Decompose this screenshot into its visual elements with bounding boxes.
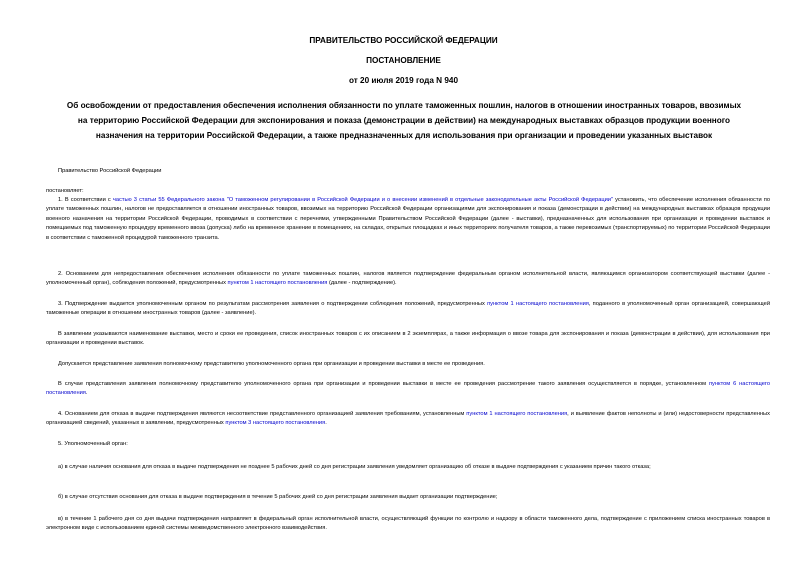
decides-line: постановляет: [46, 188, 84, 194]
clause-6-link[interactable]: пунктом 6 настоящего постановления [46, 381, 770, 397]
paragraph-3-start: 3. Подтверждение выдается уполномоченным органом по результатам рассмотрения заявления о подтверждении соблюдения положений, предусмотренных [58, 301, 488, 307]
document-title: Об освобождении от предоставления обеспечения исполнения обязанности по уплате таможенных пошлин, налогов в отношении иностранных товаров, ввозимых на территорию Российской Федерации для экспонирования и показа (демонстрации в действии) на международных выставках образцов продукции военного назначения на территории Российской Федерации, а также предназначенных для использования при организации и проведении указанных выставок [66, 101, 742, 140]
paragraph-3-application-contents: В заявлении указываются наименование выставки, место и сроки ее проведения, список иностранных товаров с их описанием в 2 экземплярах, а также информация о ввозе товара для экспонирования и показа (демонстрации в действии), для использования при организации и проведении выставок. [46, 331, 770, 347]
clause-1-link[interactable]: пунктом 1 настоящего постановления [227, 280, 328, 287]
paragraph-4-start: 4. Основанием для отказа в выдаче подтверждения являются несоответствие представленного организацией заявления требованиям, установленным [58, 411, 467, 417]
clause-1-link[interactable]: пунктом 1 настоящего постановления [487, 301, 589, 307]
government-heading: ПРАВИТЕЛЬСТВО РОССИЙСКОЙ ФЕДЕРАЦИИ [309, 36, 498, 45]
paragraph-1 [46, 196, 770, 243]
paragraph-1-start: 1. В соответствии с [58, 197, 113, 203]
clause-1-link[interactable]: пунктом 1 настоящего постановления [466, 411, 568, 417]
paragraph-1-end: установить, что обеспечение исполнения обязанности по уплате таможенных пошлин, налогов не предоставляется в отношении иностранных товаров, ввозимых на территорию Российской Федерации организациями для экспонирования и показа (демонстрации в действии) на международных выставках образцов продукции военного назначения на территории Российской Федерации, проводимых в соответствии с перечнями, утвержденными Правительством Российской Федерации (далее - выставки), предназначенных для использования при организации и проведении выставок и помещаемых под таможенную процедуру временного ввоза (допуска) либо на временное хранение в помещениях, на складах, открытых площадках и иных территориях получателя товаров, а также перевозимых (транспортируемых) по территории Российской Федерации в соответствии с таможенной процедурой таможенного транзита. [46, 197, 770, 241]
paragraph-4 [46, 410, 770, 429]
paragraph-3-end: , поданного в уполномоченный орган организацией, совершающей таможенные операции в отношении иностранных товаров (далее - заявление). [46, 301, 771, 317]
paragraph-5b: б) в случае отсутствия основания для отказа в выдаче подтверждения в течение 5 рабочих дней со дня регистрации заявления выдает организации подтверждение; [58, 494, 498, 500]
paragraph-3-submission-place: Допускается представление заявления полномочному представителю уполномоченного органа при организации и проведении выставки в месте ее проведения. [58, 361, 485, 367]
paragraph-5a: а) в случае наличия основания для отказа в выдаче подтверждения не позднее 5 рабочих дней со дня регистрации заявления уведомляет организацию об отказе в выдаче подтверждения с указанием причин такого отказа; [58, 464, 651, 470]
paragraph-3 [46, 300, 770, 319]
paragraph-2-end: (далее - подтверждение). [327, 280, 397, 287]
paragraph-3d-end: . [85, 390, 88, 397]
document-type-heading: ПОСТАНОВЛЕНИЕ [366, 56, 441, 65]
paragraph-5: 5. Уполномоченный орган: [58, 441, 128, 447]
paragraph-3-review-procedure [46, 380, 770, 399]
paragraph-4-middle: , и выявление фактов неполноты и (или) недостоверности представленных организацией сведений, указанных в заявлении, предусмотренных [46, 411, 770, 427]
paragraph-4-end: . [325, 420, 327, 427]
law-article-link[interactable]: частью 3 статьи 55 Федерального закона "О таможенном регулировании в Российской Федерации и о внесении изменений в отдельные законодательные акты Российской Федерации" [112, 197, 613, 203]
preamble: Правительство Российской Федерации [58, 168, 162, 174]
paragraph-2-start: 2. Основанием для непредоставления обеспечения исполнения обязанности по уплате таможенных пошлин, налогов является подтверждение федеральным органом исполнительной власти, являющимся организатором соответствующей выставки (далее - уполномоченный орган), соблюдения положений, предусмотренных [46, 271, 770, 287]
paragraph-3d-start: В случае представления заявления полномочному представителю уполномоченного органа при организации и проведении выставки в месте ее проведения рассмотрение такого заявления осуществляется в порядке, установленном [58, 381, 709, 387]
document-date-number: от 20 июля 2019 года N 940 [348, 76, 459, 85]
paragraph-5c: в) в течение 1 рабочего дня со дня выдачи подтверждения направляет в федеральный орган исполнительной власти, осуществляющий функции по контролю и надзору в области таможенного дела, подтверждение с приложением списка иностранных товаров в электронном виде с использованием единой системы межведомственного электронного взаимодействия. [46, 516, 770, 532]
paragraph-2 [46, 270, 770, 289]
clause-3-link[interactable]: пунктом 3 настоящего постановления [225, 420, 326, 427]
